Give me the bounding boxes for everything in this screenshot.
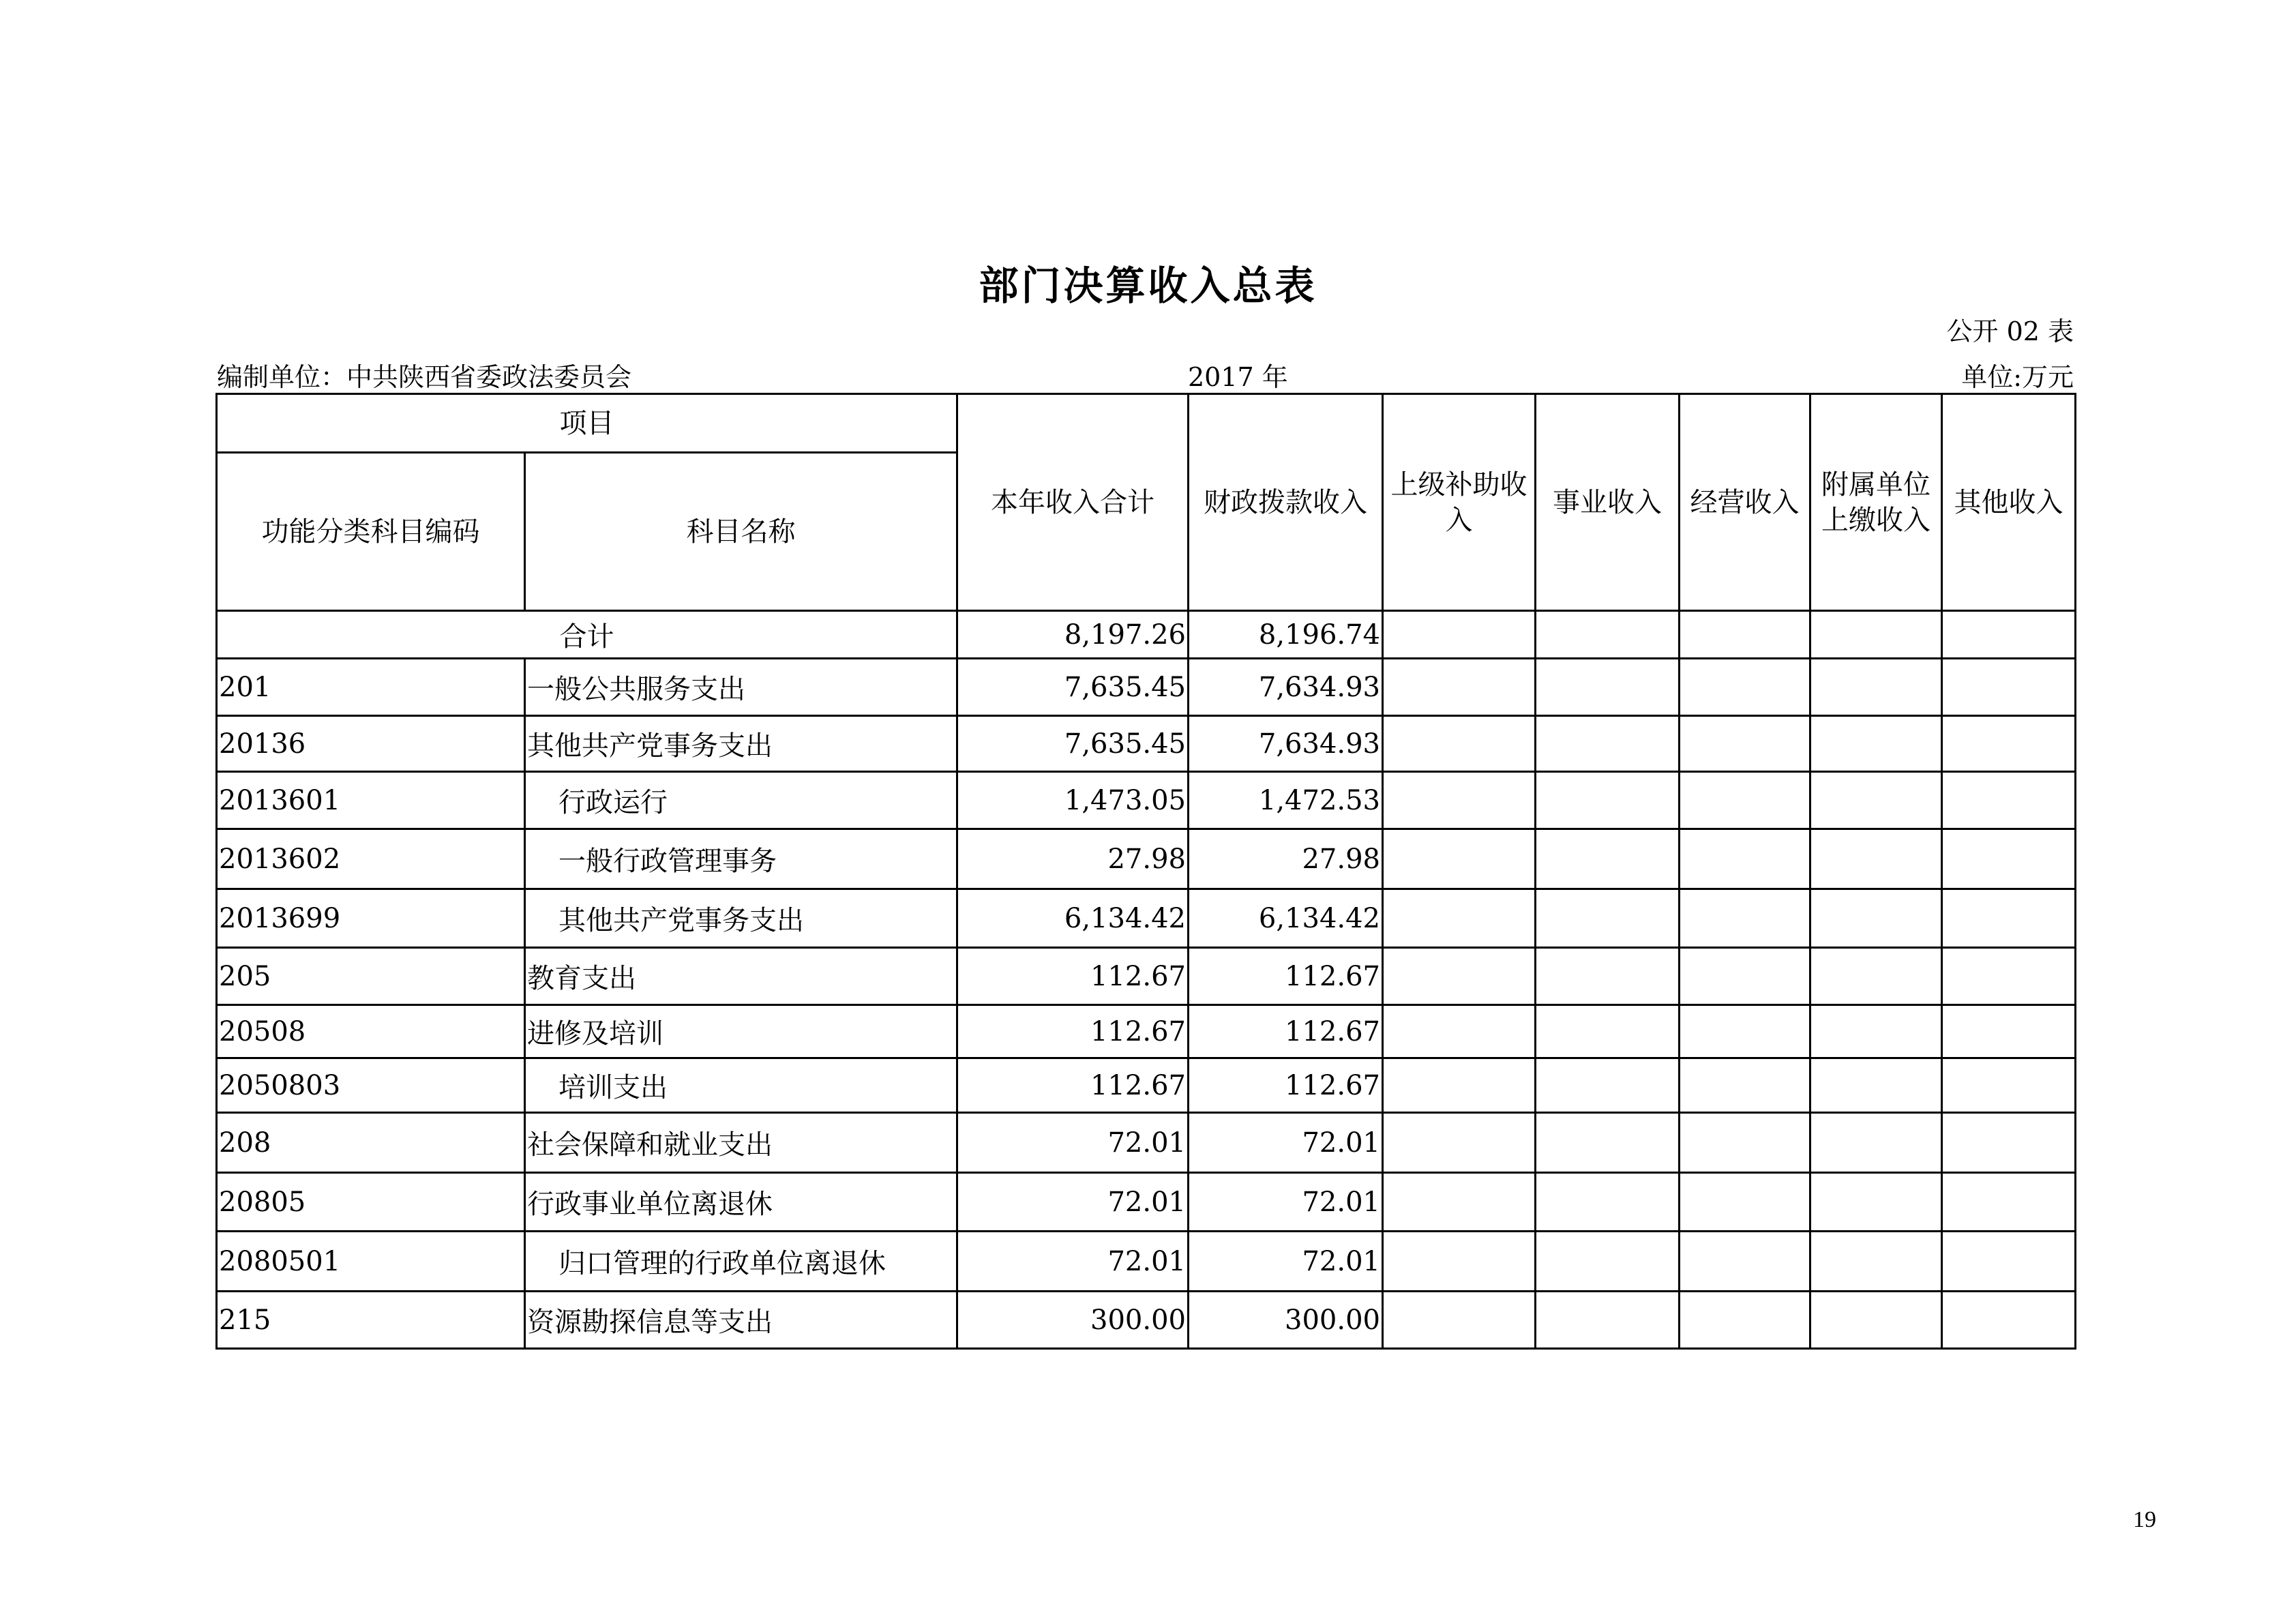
table-row xyxy=(217,1292,2076,1349)
report-year: 2017 年 xyxy=(1188,362,1288,392)
total-income-value: 27.98 xyxy=(957,829,1189,889)
fiscal-value: 7,634.93 xyxy=(1189,659,1383,716)
subject-code: 201 xyxy=(217,659,525,716)
empty-cell xyxy=(1942,716,2076,772)
total-income-value: 72.01 xyxy=(957,1113,1189,1173)
empty-cell xyxy=(1680,1292,1810,1349)
total-income-value: 8,197.26 xyxy=(957,611,1189,659)
empty-cell xyxy=(1680,948,1810,1005)
subject-name: 培训支出 xyxy=(525,1058,957,1113)
table-row xyxy=(217,829,2076,889)
subject-code: 20805 xyxy=(217,1173,525,1232)
empty-cell xyxy=(1810,889,1942,948)
fiscal-value: 112.67 xyxy=(1189,948,1383,1005)
header-superior-subsidy: 上级补助收入 xyxy=(1383,394,1536,611)
empty-cell xyxy=(1536,889,1680,948)
fiscal-value: 27.98 xyxy=(1189,829,1383,889)
empty-cell xyxy=(1680,1173,1810,1232)
empty-cell xyxy=(1680,829,1810,889)
empty-cell xyxy=(1810,716,1942,772)
empty-cell xyxy=(1810,1232,1942,1292)
total-row xyxy=(217,611,2076,659)
empty-cell xyxy=(1810,1173,1942,1232)
empty-cell xyxy=(1536,772,1680,829)
fiscal-value: 112.67 xyxy=(1189,1005,1383,1058)
empty-cell xyxy=(1536,1232,1680,1292)
empty-cell xyxy=(1810,1113,1942,1173)
header-name: 科目名称 xyxy=(525,453,957,611)
header-business: 事业收入 xyxy=(1536,394,1680,611)
subject-code: 20136 xyxy=(217,716,525,772)
empty-cell xyxy=(1680,889,1810,948)
total-label: 合计 xyxy=(217,611,957,659)
fiscal-value: 6,134.42 xyxy=(1189,889,1383,948)
empty-cell xyxy=(1942,1232,2076,1292)
empty-cell xyxy=(1810,659,1942,716)
subject-code: 2013699 xyxy=(217,889,525,948)
empty-cell xyxy=(1810,1292,1942,1349)
fiscal-value: 72.01 xyxy=(1189,1173,1383,1232)
total-income-value: 112.67 xyxy=(957,1058,1189,1113)
empty-cell xyxy=(1680,1005,1810,1058)
header-fiscal: 财政拨款收入 xyxy=(1189,394,1383,611)
subject-name: 教育支出 xyxy=(525,948,957,1005)
empty-cell xyxy=(1942,611,2076,659)
empty-cell xyxy=(1680,716,1810,772)
subject-name: 行政运行 xyxy=(525,772,957,829)
empty-cell xyxy=(1942,1113,2076,1173)
empty-cell xyxy=(1942,1005,2076,1058)
currency-unit: 单位:万元 xyxy=(1961,362,2074,392)
subject-name: 归口管理的行政单位离退休 xyxy=(525,1232,957,1292)
empty-cell xyxy=(1536,659,1680,716)
empty-cell xyxy=(1536,1173,1680,1232)
empty-cell xyxy=(1383,1058,1536,1113)
subject-name: 一般公共服务支出 xyxy=(525,659,957,716)
table-row xyxy=(217,772,2076,829)
empty-cell xyxy=(1810,1005,1942,1058)
empty-cell xyxy=(1536,1005,1680,1058)
subject-code: 205 xyxy=(217,948,525,1005)
empty-cell xyxy=(1942,772,2076,829)
empty-cell xyxy=(1810,829,1942,889)
subject-code: 2080501 xyxy=(217,1232,525,1292)
total-income-value: 7,635.45 xyxy=(957,659,1189,716)
empty-cell xyxy=(1383,948,1536,1005)
empty-cell xyxy=(1680,659,1810,716)
total-income-value: 72.01 xyxy=(957,1232,1189,1292)
page-number: 19 xyxy=(2133,1507,2156,1532)
empty-cell xyxy=(1680,1113,1810,1173)
empty-cell xyxy=(1810,948,1942,1005)
header-project: 项目 xyxy=(217,394,957,453)
empty-cell xyxy=(1383,716,1536,772)
subject-name: 资源勘探信息等支出 xyxy=(525,1292,957,1349)
empty-cell xyxy=(1383,611,1536,659)
empty-cell xyxy=(1942,1173,2076,1232)
total-income-value: 6,134.42 xyxy=(957,889,1189,948)
subject-code: 208 xyxy=(217,1113,525,1173)
table-row xyxy=(217,948,2076,1005)
subject-code: 2013601 xyxy=(217,772,525,829)
total-fiscal-value: 8,196.74 xyxy=(1189,611,1383,659)
table-row xyxy=(217,889,2076,948)
empty-cell xyxy=(1942,889,2076,948)
header-code: 功能分类科目编码 xyxy=(217,453,525,611)
empty-cell xyxy=(1536,716,1680,772)
empty-cell xyxy=(1383,1173,1536,1232)
compiling-unit: 编制单位：中共陕西省委政法委员会 xyxy=(217,362,632,392)
fiscal-value: 1,472.53 xyxy=(1189,772,1383,829)
table-row xyxy=(217,1005,2076,1058)
total-income-value: 1,473.05 xyxy=(957,772,1189,829)
empty-cell xyxy=(1680,1232,1810,1292)
empty-cell xyxy=(1810,611,1942,659)
empty-cell xyxy=(1536,611,1680,659)
empty-cell xyxy=(1810,1058,1942,1113)
empty-cell xyxy=(1942,829,2076,889)
empty-cell xyxy=(1383,772,1536,829)
fiscal-value: 112.67 xyxy=(1189,1058,1383,1113)
empty-cell xyxy=(1536,1292,1680,1349)
empty-cell xyxy=(1680,1058,1810,1113)
total-income-value: 112.67 xyxy=(957,1005,1189,1058)
subject-code: 215 xyxy=(217,1292,525,1349)
form-code: 公开 02 表 xyxy=(1946,316,2074,346)
total-income-value: 300.00 xyxy=(957,1292,1189,1349)
empty-cell xyxy=(1942,1292,2076,1349)
total-income-value: 72.01 xyxy=(957,1173,1189,1232)
table-row xyxy=(217,716,2076,772)
table-row xyxy=(217,1058,2076,1113)
empty-cell xyxy=(1680,772,1810,829)
table-row xyxy=(217,1113,2076,1173)
empty-cell xyxy=(1536,948,1680,1005)
empty-cell xyxy=(1680,611,1810,659)
empty-cell xyxy=(1383,1005,1536,1058)
empty-cell xyxy=(1383,889,1536,948)
fiscal-value: 7,634.93 xyxy=(1189,716,1383,772)
subject-name: 行政事业单位离退休 xyxy=(525,1173,957,1232)
header-total-income: 本年收入合计 xyxy=(957,394,1189,611)
empty-cell xyxy=(1810,772,1942,829)
empty-cell xyxy=(1942,948,2076,1005)
empty-cell xyxy=(1383,1113,1536,1173)
empty-cell xyxy=(1536,1113,1680,1173)
header-affiliated: 附属单位上缴收入 xyxy=(1810,394,1942,611)
empty-cell xyxy=(1383,829,1536,889)
subject-code: 2013602 xyxy=(217,829,525,889)
income-summary-table xyxy=(215,393,2076,1350)
subject-name: 进修及培训 xyxy=(525,1005,957,1058)
page-title: 部门决算收入总表 xyxy=(979,263,1317,309)
table-row xyxy=(217,659,2076,716)
empty-cell xyxy=(1383,659,1536,716)
table-row xyxy=(217,1173,2076,1232)
header-other: 其他收入 xyxy=(1942,394,2076,611)
subject-name: 社会保障和就业支出 xyxy=(525,1113,957,1173)
total-income-value: 112.67 xyxy=(957,948,1189,1005)
subject-name: 其他共产党事务支出 xyxy=(525,716,957,772)
fiscal-value: 72.01 xyxy=(1189,1232,1383,1292)
subject-name: 其他共产党事务支出 xyxy=(525,889,957,948)
subject-code: 20508 xyxy=(217,1005,525,1058)
fiscal-value: 300.00 xyxy=(1189,1292,1383,1349)
empty-cell xyxy=(1942,659,2076,716)
empty-cell xyxy=(1383,1232,1536,1292)
empty-cell xyxy=(1383,1292,1536,1349)
empty-cell xyxy=(1942,1058,2076,1113)
fiscal-value: 72.01 xyxy=(1189,1113,1383,1173)
total-income-value: 7,635.45 xyxy=(957,716,1189,772)
subject-code: 2050803 xyxy=(217,1058,525,1113)
empty-cell xyxy=(1536,829,1680,889)
subject-name: 一般行政管理事务 xyxy=(525,829,957,889)
table-row xyxy=(217,1232,2076,1292)
header-operating: 经营收入 xyxy=(1680,394,1810,611)
empty-cell xyxy=(1536,1058,1680,1113)
